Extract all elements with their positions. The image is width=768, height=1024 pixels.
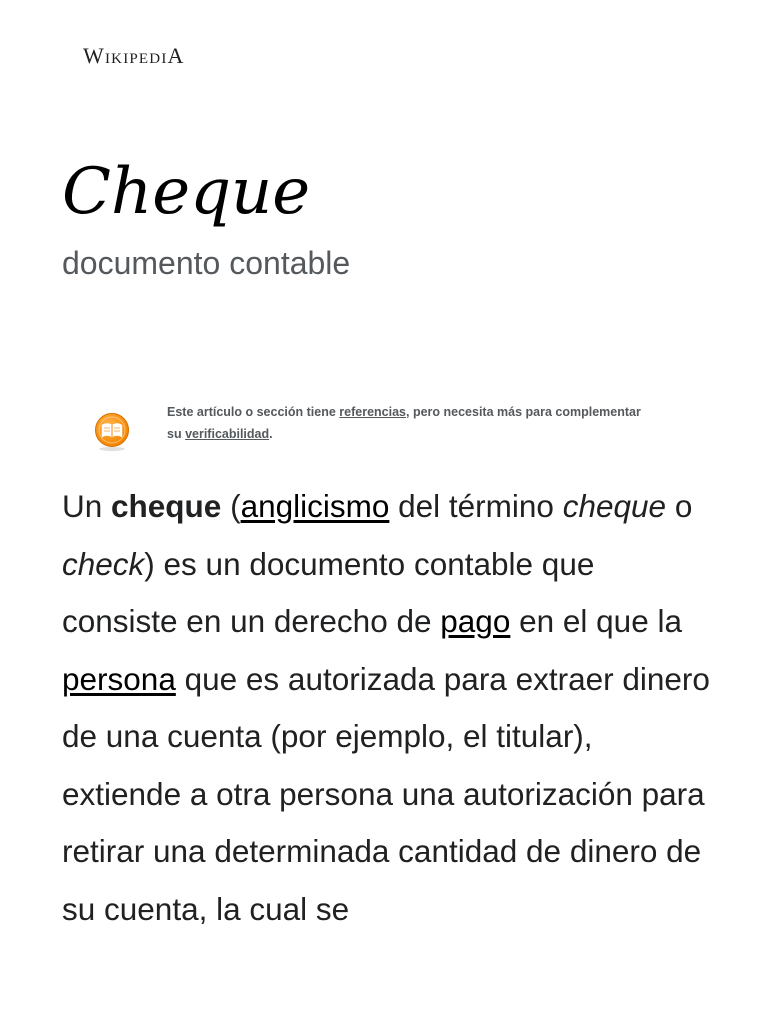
notice-text-part: , pero necesita más para complementar su bbox=[167, 405, 641, 441]
bold-term: cheque bbox=[111, 488, 222, 524]
paragraph-text: en el que la bbox=[510, 603, 682, 639]
paragraph-text: ) es un documento contable que consiste en un derecho de bbox=[62, 545, 595, 639]
notice-text-part: Este artículo o sección tiene bbox=[167, 405, 340, 419]
persona-link[interactable]: persona bbox=[62, 660, 176, 697]
refimprove-notice bbox=[62, 395, 722, 465]
paragraph-text: o bbox=[666, 488, 693, 524]
paragraph-text: Un bbox=[62, 488, 112, 524]
book-icon bbox=[94, 411, 130, 451]
paragraph-text: que es autorizada para extraer dinero de una cuenta (por ejemplo, el titular), extiende a otra persona una autorización para retirar una determinada cantidad de dinero de su cuenta, la cual se bbox=[62, 660, 710, 927]
pago-link[interactable]: pago bbox=[440, 603, 511, 639]
wordmark-middle: IKIPEDI bbox=[104, 51, 168, 67]
referencias-link[interactable]: referencias bbox=[339, 405, 406, 419]
wordmark-final: A bbox=[167, 43, 185, 68]
page-title: Cheque bbox=[62, 155, 311, 229]
notice-text bbox=[167, 401, 657, 445]
notice-text-part: . bbox=[269, 427, 273, 441]
verificabilidad-link[interactable]: verificabilidad bbox=[185, 427, 270, 441]
lead-paragraph bbox=[62, 478, 712, 938]
italic-term: cheque bbox=[562, 488, 667, 524]
wikipedia-wordmark[interactable] bbox=[83, 43, 185, 69]
wordmark-initial: W bbox=[83, 43, 105, 68]
paragraph-text: ( bbox=[221, 488, 241, 524]
italic-term: check bbox=[62, 545, 145, 582]
paragraph-text: del término bbox=[389, 488, 563, 524]
anglicismo-link[interactable]: anglicismo bbox=[240, 488, 390, 524]
page-description: documento contable bbox=[62, 245, 351, 281]
